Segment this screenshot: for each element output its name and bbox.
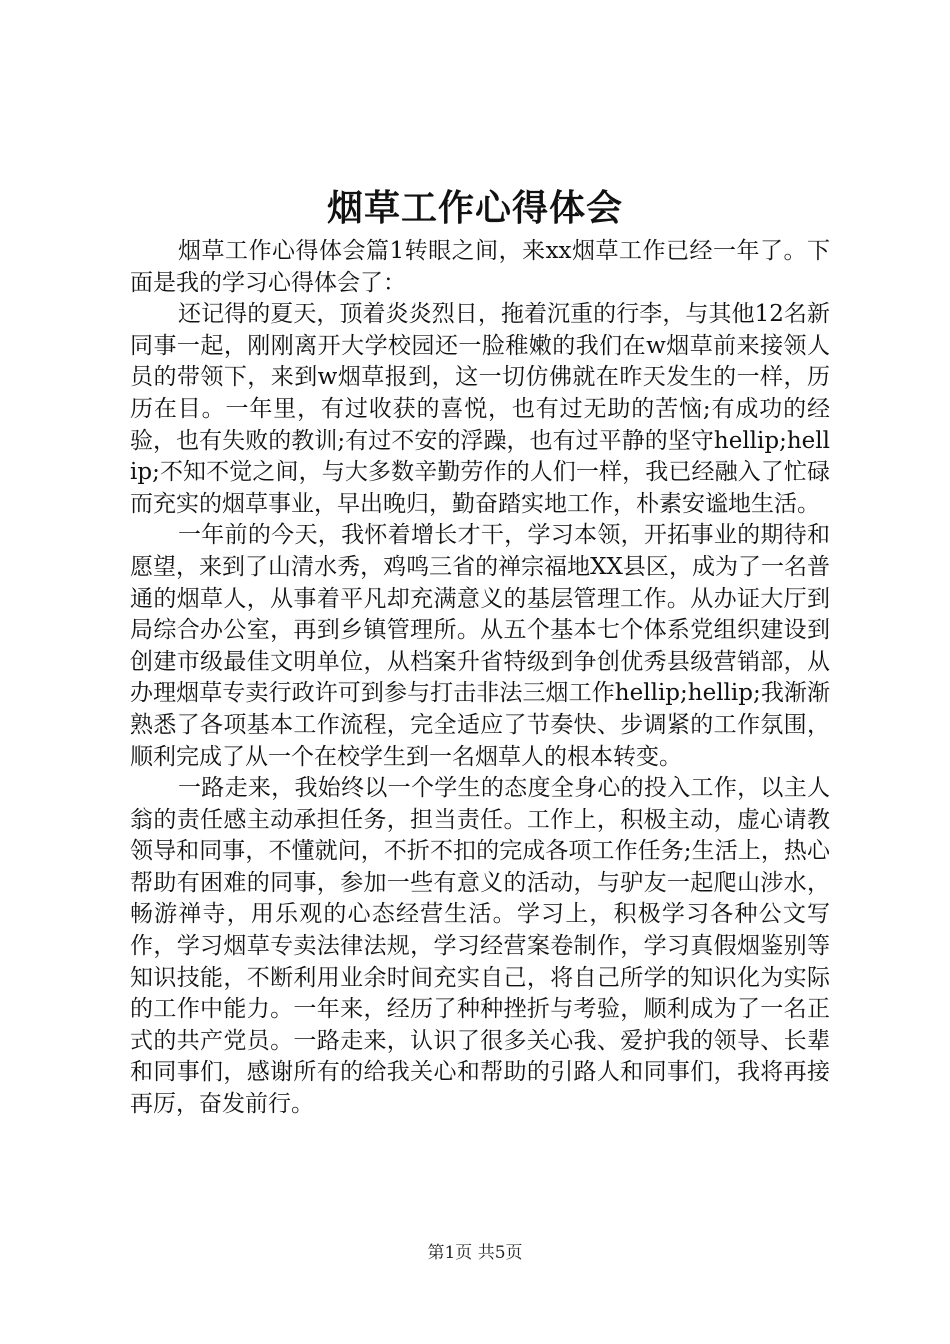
paragraph-4: 一路走来，我始终以一个学生的态度全身心的投入工作，以主人翁的责任感主动承担任务，担当责任。工作上，积极主动，虚心请教领导和同事，不懂就问，不折不扣的完成各项工作任务;生活上，热心帮助有困难的同事，参加一些有意义的活动，与驴友一起爬山涉水，畅游禅寺，用乐观的心态经营生活。学习上，积极学习各种公文写作，学习烟草专卖法律法规，学习经营案卷制作，学习真假烟鉴别等知识技能，不断利用业余时间充实自己，将自己所学的知识化为实际的工作中能力。一年来，经历了种种挫折与考验，顺利成为了一名正式的共产党员。一路走来，认识了很多关心我、爱护我的领导、长辈和同事们，感谢所有的给我关心和帮助的引路人和同事们，我将再接再厉，奋发前行。	[130, 775, 830, 1118]
document-title: 烟草工作心得体会	[326, 187, 623, 229]
paragraph-2: 还记得的夏天，顶着炎炎烈日，拖着沉重的行李，与其他12名新同事一起，刚刚离开大学校园还一脸稚嫩的我们在w烟草前来接领人员的带领下，来到w烟草报到，这一切仿佛就在昨天发生的一样，历历在目。一年里，有过收获的喜悦，也有过无助的苦恼;有成功的经验，也有失败的教训;有过不安的浮躁，也有过平静的坚守hellip;hellip;不知不觉之间，与大多数辛勤劳作的人们一样，我已经融入了忙碌而充实的烟草事业，早出晚归，勤奋踏实地工作，朴素安谧地生活。	[130, 301, 830, 517]
document-body	[130, 236, 830, 1121]
paragraph-3: 一年前的今天，我怀着增长才干，学习本领，开拓事业的期待和愿望，来到了山清水秀，鸡鸣三省的禅宗福地XX县区，成为了一名普通的烟草人，从事着平凡却充满意义的基层管理工作。从办证大厅到局综合办公室，再到乡镇管理所。从五个基本七个体系党组织建设到创建市级最佳文明单位，从档案升省特级到争创优秀县级营销部，从办理烟草专卖行政许可到参与打击非法三烟工作hellip;hellip;我渐渐熟悉了各项基本工作流程，完全适应了节奏快、步调紧的工作氛围，顺利完成了从一个在校学生到一名烟草人的根本转变。	[130, 522, 830, 770]
page-number-footer: 第1页 共5页	[427, 1243, 523, 1263]
paragraph-1: 烟草工作心得体会篇1转眼之间，来xx烟草工作已经一年了。下面是我的学习心得体会了：	[130, 238, 830, 296]
